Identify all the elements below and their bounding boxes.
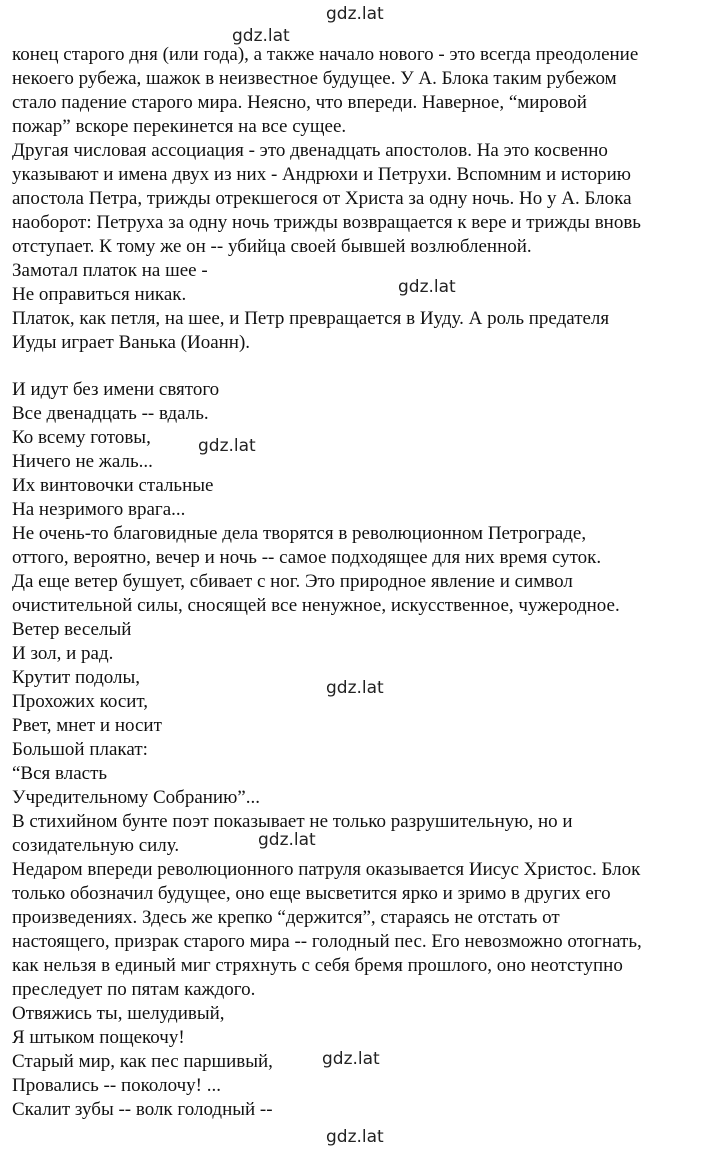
text-line: Их винтовочки стальные [12, 475, 214, 496]
text-line: настоящего, призрак старого мира -- голодный пес. Его невозможно отогнать, [12, 931, 642, 952]
text-line: только обозначил будущее, оно еще высветится ярко и зримо в других его [12, 883, 611, 904]
text-line: очистительной силы, сносящей все ненужное, искусственное, чужеродное. [12, 595, 620, 616]
text-line: преследует по пятам каждого. [12, 979, 256, 1000]
watermark: gdz.lat [322, 1049, 380, 1069]
watermark: gdz.lat [326, 1127, 384, 1147]
text-line: Учредительному Собранию”... [12, 787, 260, 808]
text-line: Большой плакат: [12, 739, 148, 760]
text-line: Прохожих косит, [12, 691, 149, 712]
text-line: И зол, и рад. [12, 643, 114, 664]
text-line: Ничего не жаль... [12, 451, 153, 472]
text-line: Замотал платок на шее - [12, 260, 208, 281]
text-line: оттого, вероятно, вечер и ночь -- самое подходящее для них время суток. [12, 547, 602, 568]
text-line: как нельзя в единый миг стряхнуть с себя бремя прошлого, оно неотступно [12, 955, 623, 976]
text-line: В стихийном бунте поэт показывает не только разрушительную, но и [12, 811, 573, 832]
text-line: Скалит зубы -- волк голодный -- [12, 1099, 273, 1120]
text-line: Не оправиться никак. [12, 284, 187, 305]
text-line: стало падение старого мира. Неясно, что впереди. Наверное, “мировой [12, 92, 587, 113]
text-line: Да еще ветер бушует, сбивает с ног. Это природное явление и символ [12, 571, 573, 592]
watermark: gdz.lat [258, 830, 316, 850]
text-line: Ветер веселый [12, 619, 132, 640]
watermark: gdz.lat [326, 4, 384, 24]
text-line: Старый мир, как пес паршивый, [12, 1051, 273, 1072]
text-line: Отвяжись ты, шелудивый, [12, 1003, 225, 1024]
text-line: Не очень-то благовидные дела творятся в революционном Петрограде, [12, 523, 587, 544]
watermark: gdz.lat [326, 678, 384, 698]
text-line: “Вся власть [12, 763, 108, 784]
text-line: Ко всему готовы, [12, 427, 151, 448]
text-line: Платок, как петля, на шее, и Петр превращается в Иуду. А роль предателя [12, 308, 610, 329]
text-line: Крутит подолы, [12, 667, 140, 688]
text-line: Недаром впереди революционного патруля оказывается Иисус Христос. Блок [12, 859, 641, 880]
watermark: gdz.lat [232, 26, 290, 46]
text-line: некоего рубежа, шажок в неизвестное будущее. У А. Блока таким рубежом [12, 68, 617, 89]
text-line: На незримого врага... [12, 499, 186, 520]
text-line: созидательную силу. [12, 835, 180, 856]
text-line: И идут без имени святого [12, 379, 220, 400]
text-line: указывают и имена двух из них - Андрюхи и Петрухи. Вспомним и историю [12, 164, 631, 185]
text-line: конец старого дня (или года), а также начало нового - это всегда преодоление [12, 44, 639, 65]
text-line: отступает. К тому же он -- убийца своей бывшей возлюбленной. [12, 236, 532, 257]
text-line: Иуды играет Ванька (Иоанн). [12, 332, 251, 353]
text-line: Рвет, мнет и носит [12, 715, 162, 736]
text-line: наоборот: Петруха за одну ночь трижды возвращается к вере и трижды вновь [12, 212, 641, 233]
text-line: пожар” вскоре перекинется на все сущее. [12, 116, 347, 137]
watermark: gdz.lat [198, 436, 256, 456]
text-line: Другая числовая ассоциация - это двенадцать апостолов. На это косвенно [12, 140, 608, 161]
text-line: Я штыком пощекочу! [12, 1027, 185, 1048]
text-line: произведениях. Здесь же крепко “держится”, стараясь не отстать от [12, 907, 560, 928]
text-line: апостола Петра, трижды отрекшегося от Христа за одну ночь. Но у А. Блока [12, 188, 632, 209]
watermark: gdz.lat [398, 277, 456, 297]
text-line: Все двенадцать -- вдаль. [12, 403, 209, 424]
text-line: Провались -- поколочу! ... [12, 1075, 221, 1096]
